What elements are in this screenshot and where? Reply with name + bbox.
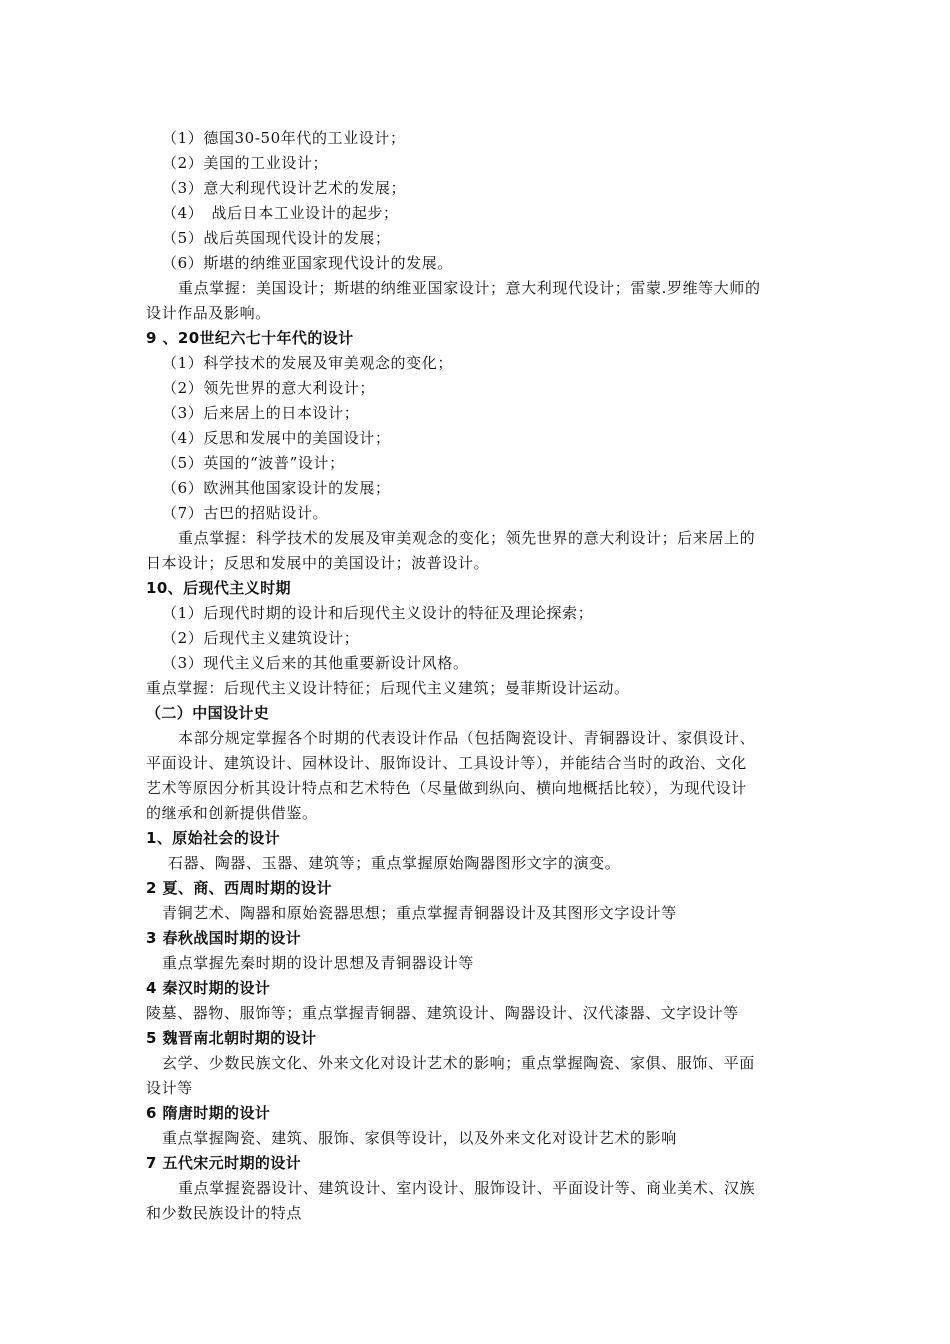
paragraph-text: 重点掌握：科学技术的发展及审美观念的变化；领先世界的意大利设计；后来居上的	[178, 529, 756, 547]
section-heading: 5 魏晋南北朝时期的设计	[146, 1029, 317, 1047]
paragraph-text: 青铜艺术、陶器和原始瓷器思想；重点掌握青铜器设计及其图形文字设计等	[162, 904, 677, 922]
paragraph-text: 重点掌握：美国设计；斯堪的纳维亚国家设计；意大利现代设计；雷蒙.罗维等大师的	[178, 279, 761, 297]
section-heading: 2 夏、商、西周时期的设计	[146, 879, 332, 897]
paragraph-text: 平面设计、建筑设计、园林设计、服饰设计、工具设计等），并能结合当时的政治、文化	[146, 754, 747, 772]
paragraph-text: 艺术等原因分析其设计特点和艺术特色（尽量做到纵向、横向地概括比较），为现代设计	[146, 779, 747, 797]
list-item: （6）斯堪的纳维亚国家现代设计的发展。	[162, 254, 453, 272]
list-item: （3）意大利现代设计艺术的发展；	[162, 179, 407, 197]
paragraph-text: 陵墓、器物、服饰等；重点掌握青铜器、建筑设计、陶器设计、汉代漆器、文字设计等	[146, 1004, 739, 1022]
paragraph-text: 和少数民族设计的特点	[146, 1204, 303, 1222]
section-heading: 6 隋唐时期的设计	[146, 1104, 271, 1122]
section-heading: （二）中国设计史	[146, 704, 270, 722]
section-heading: 4 秦汉时期的设计	[146, 979, 271, 997]
list-item: （1）科学技术的发展及审美观念的变化；	[162, 354, 453, 372]
list-item: （1）后现代时期的设计和后现代主义设计的特征及理论探索；	[162, 604, 594, 622]
paragraph-text: 玄学、少数民族文化、外来文化对设计艺术的影响；重点掌握陶瓷、家俱、服饰、平面	[162, 1054, 755, 1072]
section-heading: 3 春秋战国时期的设计	[146, 929, 302, 947]
list-item: （3）现代主义后来的其他重要新设计风格。	[162, 654, 469, 672]
list-item: （5）英国的“波普”设计；	[162, 454, 345, 472]
section-heading: 10、后现代主义时期	[146, 579, 291, 597]
section-heading: 1、原始社会的设计	[146, 829, 281, 847]
list-item: （2）后现代主义建筑设计；	[162, 629, 360, 647]
paragraph-text: 设计作品及影响。	[146, 304, 271, 322]
list-item: （3）后来居上的日本设计；	[162, 404, 360, 422]
paragraph-text: 重点掌握：后现代主义设计特征；后现代主义建筑；曼菲斯设计运动。	[146, 679, 630, 697]
paragraph-text: 重点掌握先秦时期的设计思想及青铜器设计等	[162, 954, 475, 972]
list-item: （7）古巴的招贴设计。	[162, 504, 329, 522]
list-item: （2）美国的工业设计；	[162, 154, 329, 172]
list-item: （2）领先世界的意大利设计；	[162, 379, 375, 397]
section-heading: 7 五代宋元时期的设计	[146, 1154, 302, 1172]
paragraph-text: 日本设计；反思和发展中的美国设计；波普设计。	[146, 554, 490, 572]
section-heading: 9 、20世纪六七十年代的设计	[146, 329, 354, 347]
list-item: （4）反思和发展中的美国设计；	[162, 429, 391, 447]
paragraph-text: 的继承和创新提供借鉴。	[146, 804, 318, 822]
list-item: （1）德国30-50年代的工业设计；	[162, 129, 406, 147]
list-item: （5）战后英国现代设计的发展；	[162, 229, 391, 247]
paragraph-text: 石器、陶器、玉器、建筑等；重点掌握原始陶器图形文字的演变。	[168, 854, 621, 872]
paragraph-text: 本部分规定掌握各个时期的代表设计作品（包括陶瓷设计、青铜器设计、家俱设计、	[178, 729, 756, 747]
paragraph-text: 重点掌握陶瓷、建筑、服饰、家俱等设计，以及外来文化对设计艺术的影响	[162, 1129, 677, 1147]
list-item: （4） 战后日本工业设计的起步；	[162, 204, 399, 222]
paragraph-text: 重点掌握瓷器设计、建筑设计、室内设计、服饰设计、平面设计等、商业美术、汉族	[178, 1179, 756, 1197]
list-item: （6）欧洲其他国家设计的发展；	[162, 479, 391, 497]
paragraph-text: 设计等	[146, 1079, 193, 1097]
